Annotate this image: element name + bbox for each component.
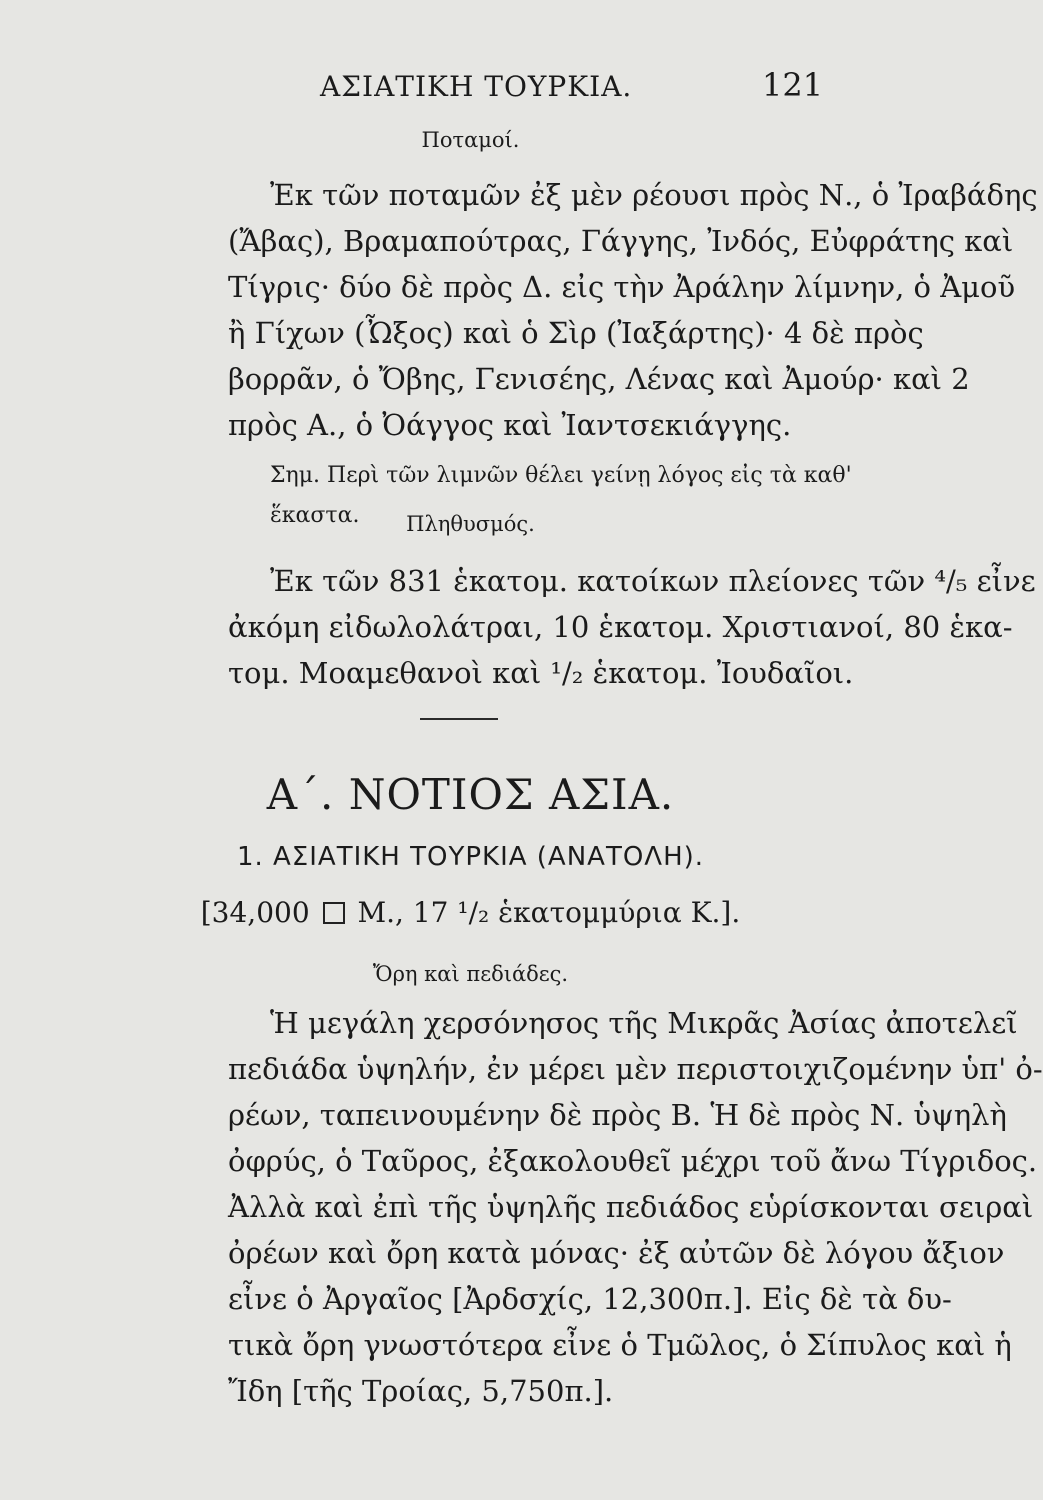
text-line: βορρᾶν, ὁ Ὄβης, Γενισέης, Λένας καὶ Ἀμούρ· καὶ 2	[228, 362, 970, 396]
rivers-paragraph	[228, 172, 1038, 448]
stats-population: Μ., 17 ¹/₂ ἑκατομμύρια Κ.].	[357, 896, 741, 929]
text-line: ὀφρύς, ὁ Ταῦρος, ἐξακολουθεῖ μέχρι τοῦ ἄνω Τίγριδος.	[228, 1144, 1038, 1178]
rivers-heading: Ποταμοί.	[421, 128, 520, 152]
running-title: ΑΣΙΑΤΙΚΗ ΤΟΥΡΚΙΑ.	[320, 70, 633, 103]
part-title: Α΄. ΝΟΤΙΟΣ ΑΣΙΑ.	[266, 770, 675, 819]
text-line: τικὰ ὄρη γνωστότερα εἶνε ὁ Τμῶλος, ὁ Σίπυλος καὶ ἡ	[228, 1328, 1012, 1362]
text-line: πεδιάδα ὑψηλήν, ἐν μέρει μὲν περιστοιχιζομένην ὑπ' ὀ-	[228, 1052, 1043, 1086]
population-paragraph	[228, 558, 1036, 696]
text-line: (Ἄβας), Βραμαπούτρας, Γάγγης, Ἰνδός, Εὐφράτης καὶ	[228, 224, 1014, 258]
text-line: πρὸς Α., ὁ Ὀάγγος καὶ Ἰαντσεκιάγγης.	[228, 408, 792, 442]
chapter-title: 1. ΑΣΙΑΤΙΚΗ ΤΟΥΡΚΙΑ (ΑΝΑΤΟΛΗ).	[236, 842, 705, 872]
text-line: Ἴδη [τῆς Τροίας, 5,750π.].	[228, 1374, 614, 1408]
mountains-heading: Ὄρη καὶ πεδιάδες.	[372, 962, 569, 986]
text-line: ἢ Γίχων (Ὦξος) καὶ ὁ Σὶρ (Ἰαξάρτης)· 4 δὲ πρὸς	[228, 316, 924, 350]
text-line: εἶνε ὁ Ἀργαῖος [Ἀρδσχίς, 12,300π.]. Εἰς δὲ τὰ δυ-	[228, 1282, 952, 1316]
rivers-note: Σημ. Περὶ τῶν λιμνῶν θέλει γείνῃ λόγος εἰς τὰ καθ' ἕκαστα.	[270, 463, 852, 528]
text-line: Ἐκ τῶν ποταμῶν ἐξ μὲν ρέουσι πρὸς Ν., ὁ Ἰραβάδης	[270, 178, 1038, 212]
population-heading: Πληθυσμός.	[406, 512, 535, 536]
text-line: Ἡ μεγάλη χερσόνησος τῆς Μικρᾶς Ἀσίας ἀποτελεῖ	[270, 1006, 1018, 1040]
text-line: Ἀλλὰ καὶ ἐπὶ τῆς ὑψηλῆς πεδιάδος εὑρίσκονται σειραὶ	[228, 1190, 1034, 1224]
text-line: Τίγρις· δύο δὲ πρὸς Δ. εἰς τὴν Ἀράλην λίμνην, ὁ Ἀμοῦ	[228, 270, 1016, 304]
text-line: ρέων, ταπεινουμένην δὲ πρὸς Β. Ἡ δὲ πρὸς Ν. ὑψηλὴ	[228, 1098, 1007, 1132]
text-line: ἀκόμη εἰδωλολάτραι, 10 ἑκατομ. Χριστιανοί, 80 ἑκα-	[228, 610, 1013, 644]
area-population-stats	[0, 896, 941, 929]
mountains-paragraph	[228, 1000, 1043, 1414]
page-header	[0, 66, 941, 110]
page-number: 121	[762, 66, 824, 104]
text-line: τομ. Μοαμεθανοὶ καὶ ¹/₂ ἑκατομ. Ἰουδαῖοι.	[228, 656, 854, 690]
stats-area: [34,000	[200, 896, 310, 929]
square-icon	[323, 902, 345, 924]
section-divider	[420, 718, 498, 720]
text-line: ὀρέων καὶ ὄρη κατὰ μόνας· ἐξ αὐτῶν δὲ λόγου ἄξιον	[228, 1236, 1005, 1270]
text-line: Ἐκ τῶν 831 ἑκατομ. κατοίκων πλείονες τῶν ⁴/₅ εἶνε	[270, 564, 1036, 598]
